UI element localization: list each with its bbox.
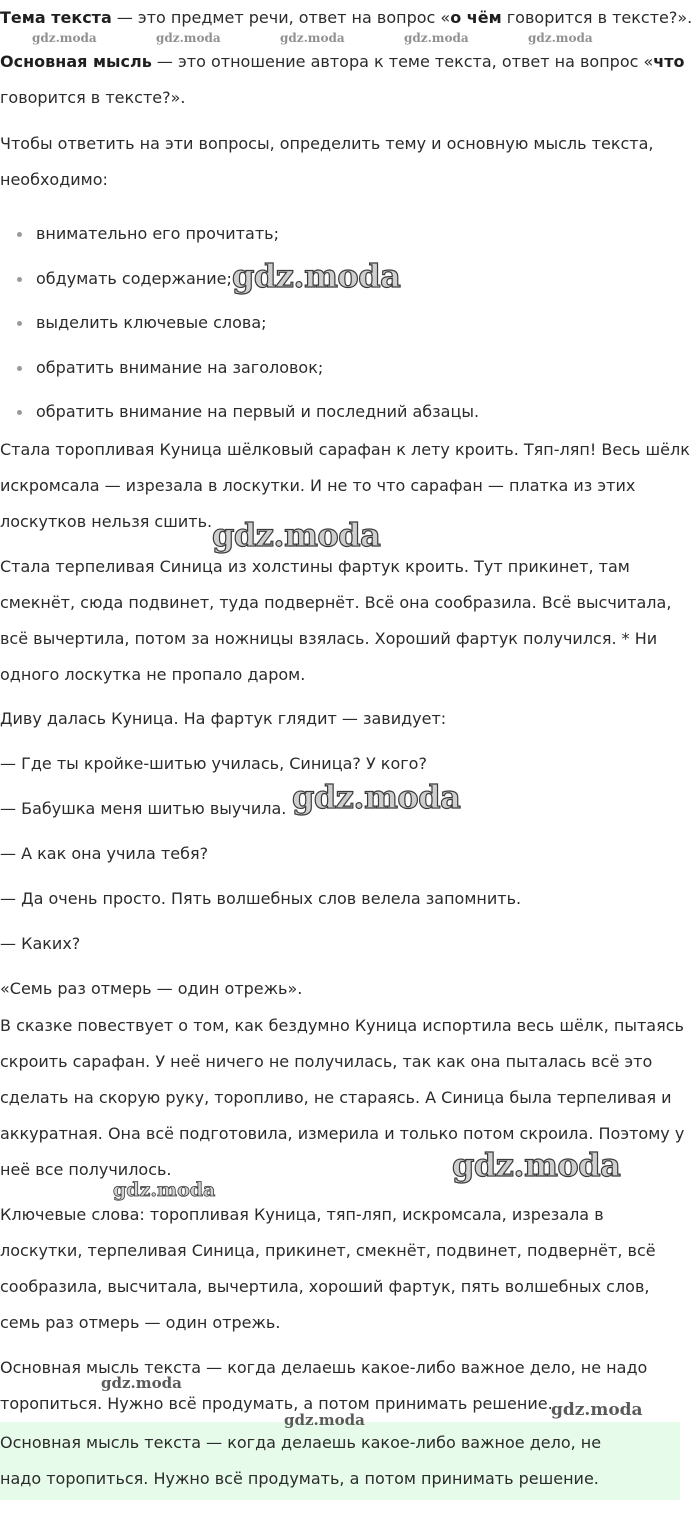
- bullet-icon: [17, 410, 22, 415]
- topic-emphasis: о чём: [450, 8, 502, 27]
- list-item: внимательно его прочитать;: [0, 214, 680, 259]
- story-paragraph-1: Стала торопливая Куница шёлковый сарафан к лету кроить. Тяп-ляп! Весь шёлк искромсала — изрезала в лоскутки. И не то что сарафан — платка из этих лоскутков нельзя сшить.: [0, 440, 690, 531]
- watermark: gdz.moda: [551, 1400, 643, 1420]
- watermark: gdz.moda: [212, 516, 381, 554]
- topic-term: Тема текста: [0, 8, 112, 27]
- answer-highlight: Основная мысль текста — когда делаешь какое-либо важное дело, не надо торопиться. Нужно всё продумать, а потом принимать решение.: [0, 1422, 680, 1500]
- watermark: gdz.moda: [292, 778, 461, 816]
- main-idea-definition: Основная мысль — это отношение автора к теме текста, ответ на вопрос «что говорится в тексте?».: [0, 52, 685, 107]
- dialog-line: — А как она учила тебя?: [0, 844, 209, 863]
- dialog-line: — Бабушка меня шитью выучила.: [0, 799, 287, 818]
- dialog-line: — Да очень просто. Пять волшебных слов велела запомнить.: [0, 889, 522, 908]
- watermark: gdz.moda: [404, 31, 469, 45]
- list-item: обратить внимание на заголовок;: [0, 348, 680, 393]
- list-item: выделить ключевые слова;: [0, 303, 680, 348]
- watermark: gdz.moda: [232, 257, 401, 295]
- main-idea-emphasis: что: [653, 52, 685, 71]
- topic-definition: Тема текста — это предмет речи, ответ на вопрос «о чём говорится в тексте?».: [0, 8, 692, 27]
- watermark: gdz.moda: [284, 1411, 365, 1429]
- main-idea-term: Основная мысль: [0, 52, 152, 71]
- steps-list: [0, 214, 680, 437]
- bullet-icon: [17, 277, 22, 282]
- watermark: gdz.moda: [528, 31, 593, 45]
- watermark: gdz.moda: [280, 31, 345, 45]
- watermark: gdz.moda: [156, 31, 221, 45]
- story-paragraph-2: Стала терпеливая Синица из холстины фартук кроить. Тут прикинет, там смекнёт, сюда подвинет, туда подвернёт. Всё она сообразила. Всё высчитала, всё вычертила, потом за ножницы взялась. Хороший фартук получился. * Ни одного лоскутка не пропало даром.: [0, 557, 672, 684]
- main-idea-paragraph: Основная мысль текста — когда делаешь какое-либо важное дело, не надо торопиться. Нужно всё продумать, а потом принимать решение.: [0, 1358, 648, 1413]
- list-item: обратить внимание на первый и последний абзацы.: [0, 392, 680, 437]
- watermark: gdz.moda: [452, 1146, 621, 1184]
- watermark: gdz.moda: [32, 31, 97, 45]
- list-item: обдумать содержание;: [0, 259, 680, 304]
- intro-paragraph: Чтобы ответить на эти вопросы, определить тему и основную мысль текста, необходимо:: [0, 134, 654, 189]
- watermark: gdz.moda: [113, 1179, 216, 1201]
- keywords-paragraph: Ключевые слова: торопливая Куница, тяп-ляп, искромсала, изрезала в лоскутки, терпеливая Синица, прикинет, смекнёт, подвинет, подвернёт, всё сообразила, высчитала, вычертила, хороший фартук, пять волшебных слов, семь раз отмерь — один отрежь.: [0, 1205, 656, 1332]
- watermark: gdz.moda: [101, 1374, 182, 1392]
- analysis-summary: В сказке повествует о том, как бездумно Куница испортила весь шёлк, пытаясь скроить сарафан. У неё ничего не получилась, так как она пыталась всё это сделать на скорую руку, торопливо, не стараясь. А Синица была терпеливая и аккуратная. Она всё подготовила, измерила и только потом скроила. Поэтому у неё все получилось.: [0, 1016, 685, 1179]
- dialog-line: — Где ты кройке-шитью училась, Синица? У кого?: [0, 754, 427, 773]
- bullet-icon: [17, 366, 22, 371]
- dialog-line: Диву далась Куница. На фартук глядит — завидует:: [0, 709, 447, 728]
- proverb: «Семь раз отмерь — один отрежь».: [0, 979, 303, 998]
- dialog-line: — Каких?: [0, 934, 81, 953]
- bullet-icon: [17, 321, 22, 326]
- bullet-icon: [17, 232, 22, 237]
